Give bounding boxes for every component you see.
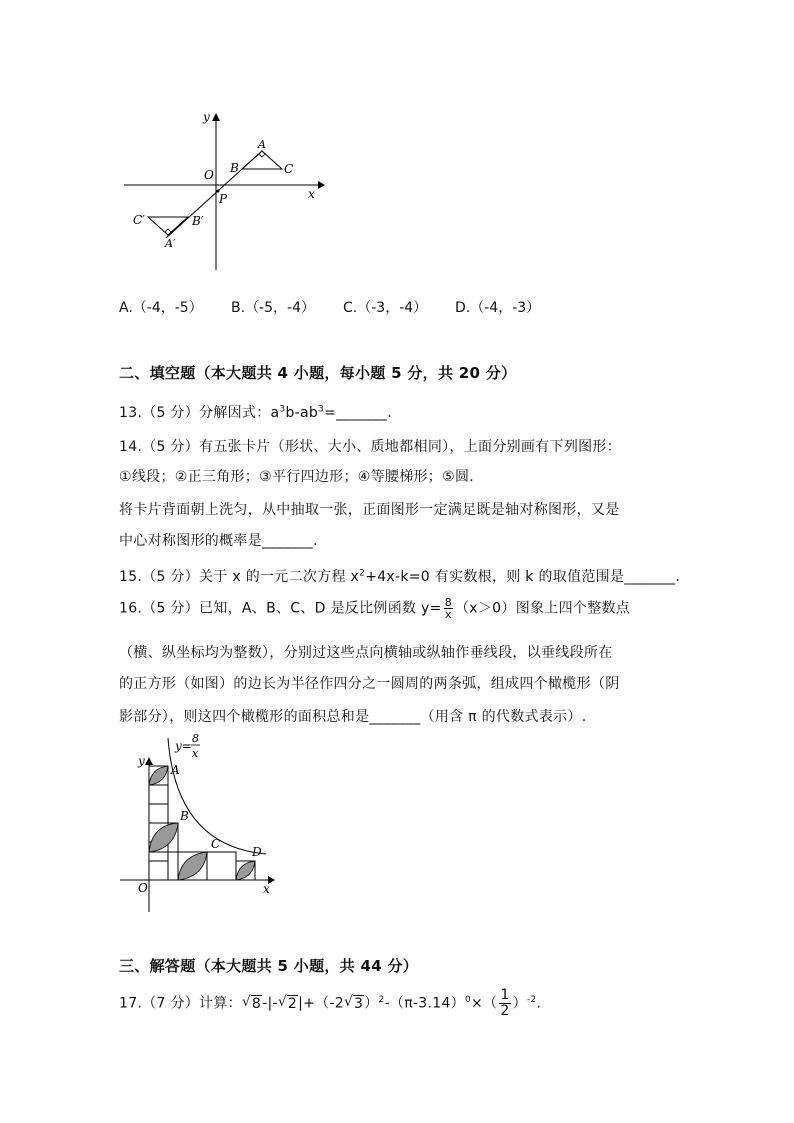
option-a-value: （-4，-5）	[132, 300, 203, 316]
question-17	[119, 988, 541, 1019]
question-13	[119, 402, 392, 422]
option-b	[231, 297, 315, 317]
q15-prefix: 15.（5 分）关于 x 的一元二次方程 x	[119, 569, 360, 585]
option-c-letter: C.	[343, 300, 358, 316]
question-15	[119, 566, 680, 586]
q17-exponent-2: 0	[464, 994, 471, 1005]
q13-suffix: =_______.	[324, 405, 392, 421]
olive-d	[236, 861, 255, 880]
option-b-letter: B.	[231, 300, 246, 316]
label-c: C	[284, 162, 294, 176]
question-16-line-1	[119, 597, 630, 620]
q13-exponent-1: 3	[279, 404, 286, 415]
q13-exponent-2: 3	[318, 404, 325, 415]
triangle-abc	[242, 151, 282, 169]
question-14-line-4: 中心对称图形的概率是_______.	[119, 533, 318, 549]
option-c	[343, 297, 427, 317]
q15-exponent: 2	[359, 568, 366, 579]
curve-label: y=	[175, 739, 192, 753]
olive-b	[149, 823, 178, 852]
q17-part-4: -（π-3.14）	[384, 995, 465, 1012]
option-c-value: （-3，-4）	[357, 300, 428, 316]
q16-fraction-numerator: 8	[444, 596, 452, 609]
q17-part-5: ×（	[471, 995, 498, 1012]
q16-fraction	[444, 597, 453, 620]
q16-suffix: （x＞0）图象上四个整数点	[455, 600, 631, 617]
x-axis-arrow	[318, 181, 325, 189]
figure-coordinate-triangles	[118, 105, 328, 275]
label-origin: O	[204, 168, 214, 182]
label-b: B	[230, 161, 239, 175]
q13-mid: b-ab	[285, 405, 319, 421]
curve-fraction-numerator: 8	[192, 732, 199, 745]
question-14-line-1: 14.（5 分）有五张卡片（形状、大小、质地都相同），上面分别画有下列图形：	[119, 439, 622, 455]
q17-radical-2: √ 2	[277, 993, 298, 1012]
q17-prefix: 17.（7 分）计算：	[119, 995, 242, 1012]
label-origin: O	[138, 881, 148, 895]
q17-part-6: ）	[512, 995, 527, 1012]
q17-fraction	[499, 988, 510, 1019]
figure-coordinate-svg	[118, 105, 328, 275]
q17-fraction-denominator: 2	[500, 1003, 510, 1019]
label-y: y	[138, 754, 145, 768]
section-3-title: 三、解答题（本大题共 5 小题，共 44 分）	[119, 957, 419, 975]
triangle-a2b2c2	[148, 217, 188, 235]
q13-prefix: 13.（5 分）分解因式：a	[119, 405, 280, 421]
label-a: A	[258, 138, 266, 151]
label-a: A	[171, 763, 180, 777]
q15-suffix: +4x-k=0 有实数根，则 k 的取值范围是_______.	[365, 569, 681, 585]
label-c: C	[211, 837, 221, 851]
question-16-line-3: 的正方形（如图）的边长为半径作四分之一圆周的两条弧，组成四个橄榄形（阴	[119, 676, 620, 692]
y-axis-arrow	[212, 113, 220, 121]
q17-exponent-3: -2	[526, 994, 537, 1005]
q16-fraction-denominator: x	[444, 608, 452, 621]
q17-radical-3: √ 3	[344, 993, 364, 1012]
option-b-value: （-5，-4）	[245, 300, 315, 316]
question-14-line-2: ①线段；②正三角形；③平行四边形；④等腰梯形；⑤圆.	[119, 469, 475, 485]
q17-radicand-1: 8	[251, 995, 262, 1012]
option-a-letter: A.	[119, 300, 133, 316]
label-y: y	[203, 110, 210, 124]
label-c-prime: C′	[133, 213, 145, 227]
q17-part-7: .	[536, 995, 542, 1012]
label-x: x	[308, 187, 315, 201]
q17-part-1: -|-	[262, 995, 278, 1012]
q17-radicand-3: 3	[354, 995, 364, 1012]
option-d-letter: D.	[455, 300, 471, 316]
q17-fraction-numerator: 1	[500, 987, 510, 1003]
figure-hyperbola-olives	[118, 728, 288, 916]
label-p: P	[219, 192, 228, 206]
label-a-prime: A′	[165, 237, 176, 250]
section-2-title: 二、填空题（本大题共 4 小题，每小题 5 分，共 20 分）	[119, 364, 517, 382]
question-16-line-2: （横、纵坐标均为整数），分别过这些点向横轴或纵轴作垂线段，以垂线段所在	[119, 645, 613, 661]
y-axis-arrow	[145, 757, 153, 765]
label-d: D	[252, 845, 262, 859]
label-b: B	[180, 809, 189, 823]
q17-radical-1: √ 8	[241, 993, 262, 1012]
option-d-value: （-4，-3）	[470, 300, 541, 316]
question-16-line-4: 影部分），则这四个橄榄形的面积总和是_______（用含 π 的代数式表示）.	[119, 709, 587, 725]
q17-radicand-2: 2	[287, 995, 298, 1012]
q17-part-3: ）	[364, 995, 379, 1012]
q17-exponent-1: 2	[378, 994, 385, 1005]
right-angle-mark-a	[259, 151, 265, 157]
olive-c	[178, 852, 207, 880]
option-a	[119, 297, 203, 317]
label-x: x	[263, 882, 270, 896]
curve-fraction-denominator: x	[192, 747, 199, 760]
label-b-prime: B′	[192, 214, 204, 228]
q16-prefix: 16.（5 分）已知，A、B、C、D 是反比例函数 y=	[119, 600, 442, 617]
olive-a	[149, 766, 168, 785]
figure-hyperbola-svg	[118, 728, 288, 916]
option-d	[455, 297, 540, 317]
q17-part-2: |+（-2	[298, 995, 344, 1012]
question-14-line-3: 将卡片背面朝上洗匀，从中抽取一张，正面图形一定满足既是轴对称图形，又是	[119, 502, 620, 518]
